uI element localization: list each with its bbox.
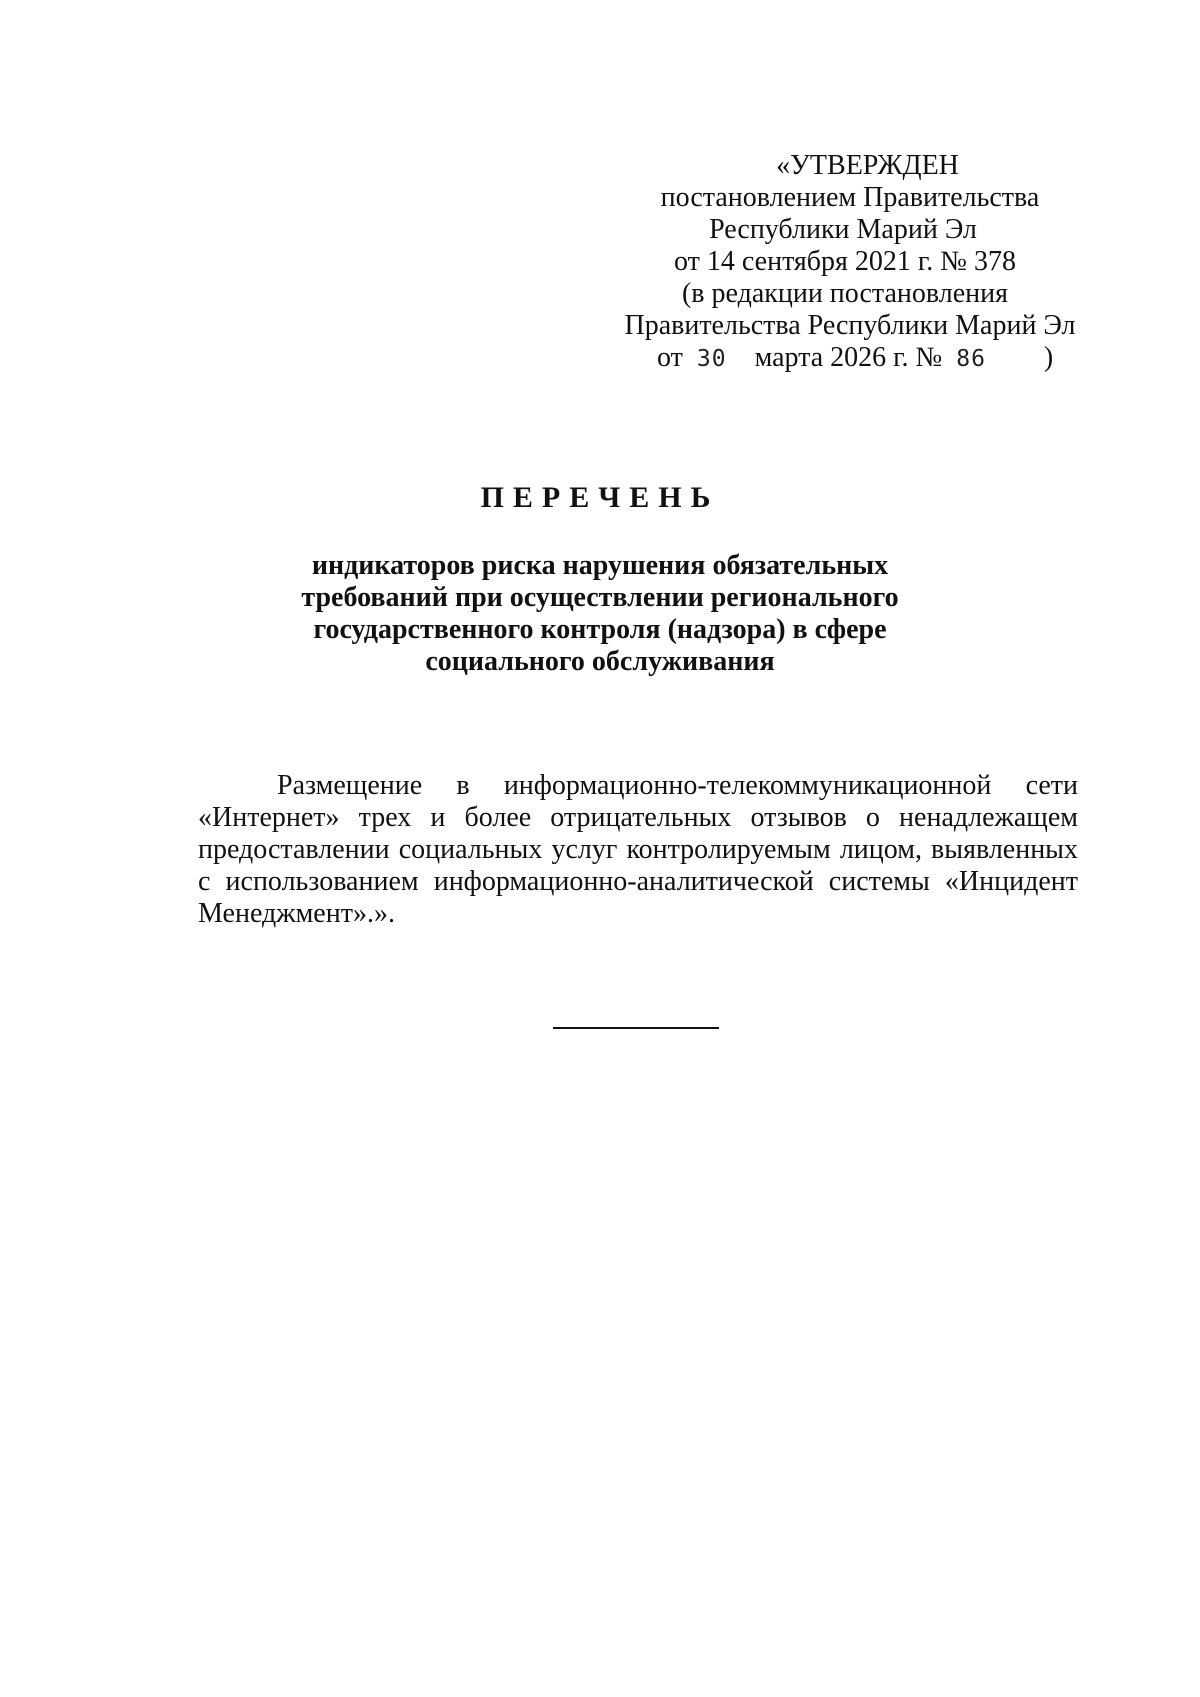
approval-line: (в редакции постановления (681, 278, 1009, 309)
approval-original-date: от 14 сентября 2021 г. № 378 (674, 246, 1016, 277)
amendment-close: ) (1043, 342, 1054, 373)
approval-heading: «УТВЕРЖДЕН (776, 150, 959, 181)
subtitle-line: индикаторов риска нарушения обязательных (311, 550, 889, 581)
amendment-date-line (657, 342, 1053, 375)
subtitle-line: государственного контроля (надзора) в сфере (313, 614, 887, 645)
subtitle-line: социального обслуживания (425, 646, 775, 677)
amendment-number: 86 (956, 346, 986, 372)
approval-line: постановлением Правительства (660, 182, 1040, 213)
subtitle-line: требований при осуществлении регионального (301, 582, 899, 613)
approval-line: Республики Марий Эл (709, 214, 977, 245)
document-subtitle (0, 550, 1200, 678)
approval-line: Правительства Республики Марий Эл (624, 310, 1076, 341)
body-line: предоставлении социальных услуг контролируемым лицом, выявленных (198, 834, 1078, 865)
end-divider (553, 1027, 719, 1029)
amendment-from: от (657, 342, 683, 373)
body-line: Размещение в информационно-телекоммуникационной сети (277, 770, 1078, 801)
amendment-month-year: марта 2026 г. № (754, 342, 943, 373)
amendment-day: 30 (696, 346, 727, 372)
body-line: с использованием информационно-аналитической системы «Инцидент (198, 866, 1078, 897)
body-line: Менеджмент».». (198, 898, 395, 929)
body-line: «Интернет» трех и более отрицательных отзывов о ненадлежащем (198, 802, 1078, 833)
body-paragraph (198, 770, 1078, 930)
approval-block (600, 150, 1100, 373)
document-title: ПЕРЕЧЕНЬ (480, 481, 720, 514)
